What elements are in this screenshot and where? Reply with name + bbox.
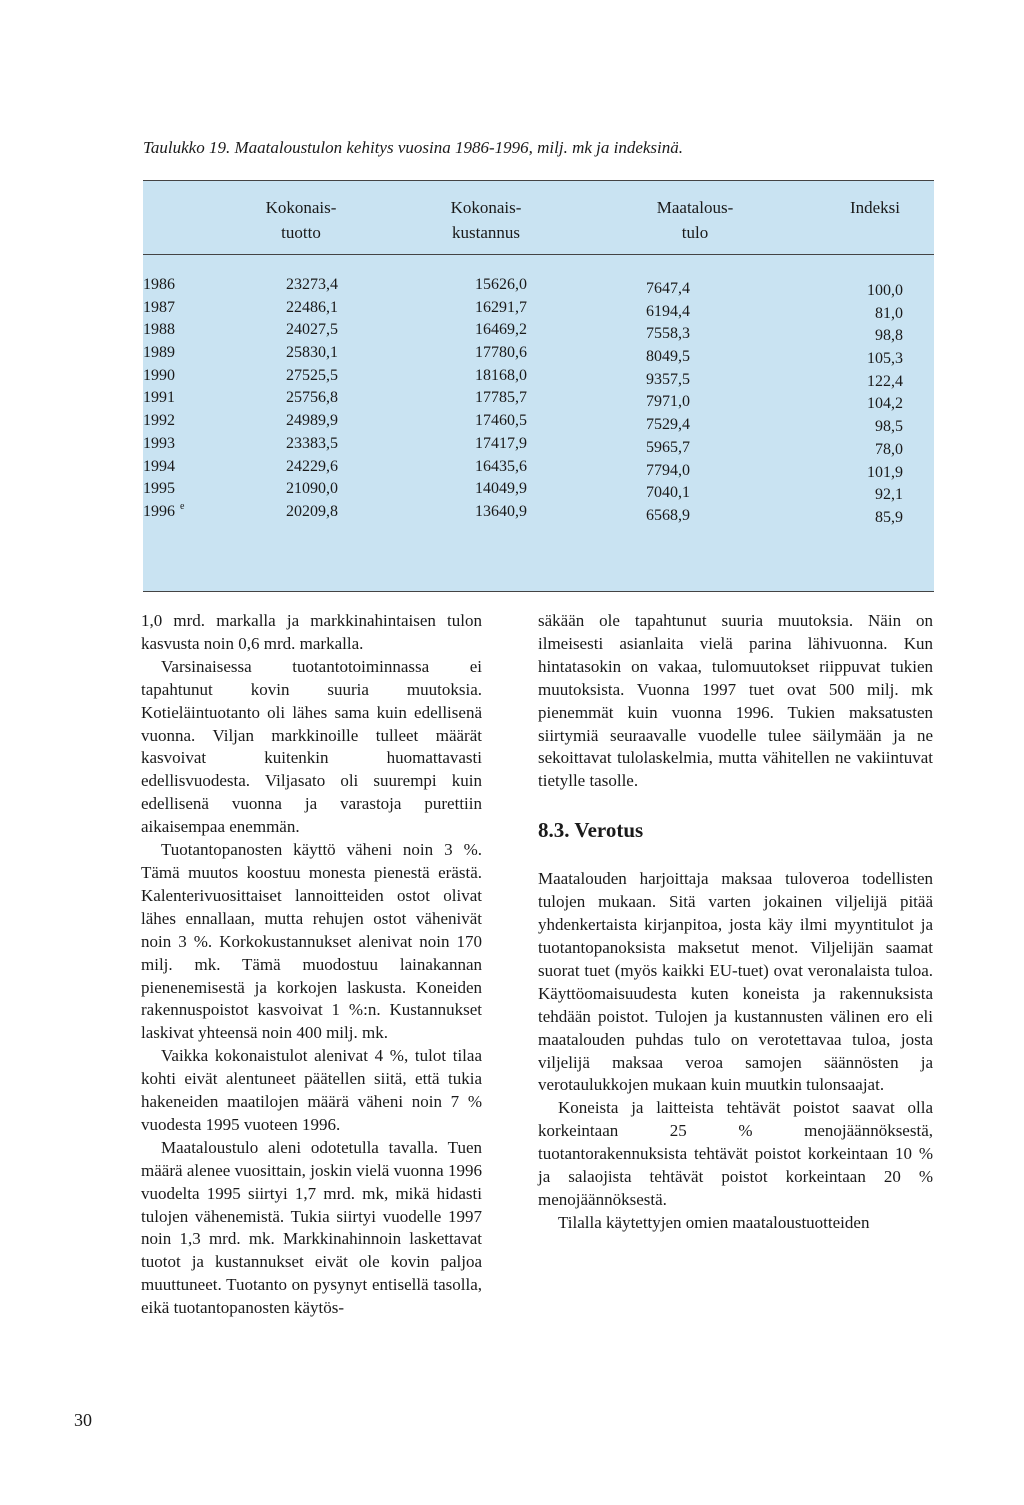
kokonaistuotto-cell: 24229,6 (286, 457, 338, 475)
table-row (143, 456, 934, 479)
maataloustulo-cell: 6194,4 (646, 302, 690, 320)
maataloustulo-cell: 7647,4 (646, 280, 690, 297)
kokonaistuotto-cell: 20209,8 (286, 502, 338, 520)
table-row (143, 297, 934, 320)
indeksi-cell: 101,9 (867, 463, 903, 481)
year-cell: 1989 (143, 344, 175, 362)
paragraph: säkään ole tapahtunut suuria muutoksia. Näin on ilmeisesti asianlaita vielä parina lähivuonna. Kun hintatasokin on vakaa, tulomuutokset riippuvat tukien muutoksista. Vuonna 1997 tuet ovat 500 milj. mk pienemmät kuin vuonna 1996. Tukien maksatusten siirtymiä seuraavalle vuodelle tulee säilymään ja ne sekoittavat tulolaskelmia, mutta vähitellen ne vakiintuvat tietylle tasolle. (538, 611, 933, 791)
maataloustulo-cell: 7971,0 (646, 393, 690, 411)
header-kokonaiskustannus (416, 195, 556, 245)
kokonaiskustannus-cell: 13640,9 (475, 502, 527, 520)
header-indeksi (805, 195, 945, 220)
paragraph: Maataloustulo aleni odotetulla tavalla. Tuen määrä alenee vuosittain, joskin vielä vuonna 1996 vuodelta 1995 siirtyi 1,7 mrd. mk, mikä hidasti tulojen vähenemistä. Tukia siirtyi vuodelle 1997 noin 1,3 mrd. mk. Markkinahinnoin laskettavat tuotot ja kustannukset eivät ole kovin paljoa muuttuneet. Tuotanto on pysynyt entisellä tasolla, eikä tuotantopanosten käytös- (141, 1137, 482, 1318)
kokonaistuotto-cell: 25830,1 (286, 344, 338, 362)
indeksi-cell: 92,1 (875, 486, 903, 504)
header-divider (143, 254, 934, 255)
header-line: Kokonais- (265, 198, 337, 217)
right-column (538, 610, 933, 1235)
kokonaiskustannus-cell: 18168,0 (475, 366, 527, 384)
indeksi-cell: 78,0 (875, 440, 903, 458)
kokonaiskustannus-cell: 16435,6 (475, 457, 527, 475)
paragraph: 1,0 mrd. markalla ja markkinahintaisen tulon kasvusta noin 0,6 mrd. markalla. (141, 611, 482, 653)
table-row (143, 342, 934, 368)
table-row (143, 274, 934, 297)
header-maataloustulo (625, 195, 765, 245)
table-row (143, 365, 934, 388)
kokonaistuotto-cell: 22486,1 (286, 298, 338, 316)
year-cell: 1993 (143, 434, 175, 452)
header-line: tulo (681, 223, 709, 242)
kokonaistuotto-cell: 27525,5 (286, 366, 338, 384)
indeksi-cell: 98,8 (875, 327, 903, 345)
header-kokonaistuotto (231, 195, 371, 245)
paragraph: Koneista ja laitteista tehtävät poistot saavat olla korkeintaan 25 % menojäännöksestä, tuotantorakennuksista tehtävät poistot korkeintaan 10 % ja salaojista tehtävät poistot korkeintaan 20 % menojäännöksestä. (538, 1098, 933, 1209)
kokonaistuotto-cell: 24027,5 (286, 321, 338, 339)
table-row (143, 478, 934, 504)
table-row (143, 387, 934, 413)
kokonaiskustannus-cell: 17785,7 (475, 389, 527, 407)
year-cell: 1995 (143, 480, 175, 498)
indeksi-cell: 104,2 (867, 395, 903, 413)
kokonaiskustannus-cell: 17460,5 (475, 412, 527, 430)
paragraph: Tilalla käytettyjen omien maataloustuotteiden (558, 1212, 870, 1232)
kokonaiskustannus-cell: 15626,0 (475, 276, 527, 293)
header-line: Indeksi (849, 198, 901, 217)
kokonaiskustannus-cell: 16291,7 (475, 298, 527, 316)
year-cell: 1986 (143, 276, 175, 293)
kokonaistuotto-cell: 23383,5 (286, 434, 338, 452)
kokonaiskustannus-cell: 17417,9 (475, 434, 527, 452)
kokonaistuotto-cell: 23273,4 (286, 276, 338, 293)
table-body (143, 274, 934, 524)
year-cell: 1996 (143, 502, 175, 520)
header-line: tuotto (281, 223, 321, 242)
table-caption: Taulukko 19. Maataloustulon kehitys vuosina 1986-1996, milj. mk ja indeksinä. (143, 138, 684, 157)
paragraph: Maatalouden harjoittaja maksaa tuloveroa todellisten tulojen mukaan. Sitä varten jokainen viljelijä pitää yhdenkertaista kirjanpitoa, josta käy ilmi myyntitulot ja tuotantopanoksista maksetut menot. Viljelijän saamat suorat tuet (myös kaikki EU-tuet) ovat veronalaista tuloa. Käyttöomaisuudesta kuten koneista ja rakennuksista tehdään poistot. Tulojen ja kustannusten välinen ero eli maatalouden puhdas tulo on verotettavaa tuloa, josta viljelijä maksaa veroa samojen säännösten ja verotaulukkojen mukaan kuin muutkin tulonsaajat. (538, 869, 933, 1095)
maataloustulo-cell: 6568,9 (646, 506, 690, 524)
indeksi-cell: 98,5 (875, 418, 903, 436)
kokonaistuotto-cell: 21090,0 (286, 480, 338, 498)
year-cell: 1988 (143, 321, 175, 339)
table-row (143, 433, 934, 456)
year-cell: 1990 (143, 366, 175, 384)
indeksi-cell: 81,0 (875, 304, 903, 322)
page-number: 30 (74, 1410, 92, 1430)
indeksi-cell: 105,3 (867, 350, 903, 368)
year-cell: 1994 (143, 457, 175, 475)
header-line: Maatalous- (656, 198, 734, 217)
maataloustulo-cell: 7794,0 (646, 461, 690, 479)
indeksi-cell: 100,0 (867, 282, 903, 299)
left-column (141, 610, 482, 1320)
maataloustulo-cell: 5965,7 (646, 438, 690, 456)
maataloustulo-cell: 9357,5 (646, 370, 690, 388)
paragraph: Vaikka kokonaistulot alenivat 4 %, tulot tilaa kohti eivät alentuneet päätellen siitä, että tukia hakeneiden maatilojen määrä väheni noin 7 % vuodesta 1995 vuoteen 1996. (141, 1046, 482, 1134)
income-table (143, 180, 934, 592)
maataloustulo-cell: 7040,1 (646, 484, 690, 502)
table-row: 1996 e 20209,8 13640,9 6568,9 85,9 (143, 501, 934, 524)
maataloustulo-cell: 7558,3 (646, 325, 690, 343)
kokonaiskustannus-cell: 14049,9 (475, 480, 527, 498)
indeksi-cell: 122,4 (867, 372, 903, 390)
kokonaistuotto-cell: 24989,9 (286, 412, 338, 430)
paragraph: Tuotantopanosten käyttö väheni noin 3 %. Tämä muutos koostuu monesta pienestä erästä. Kalenterivuosittaiset lannoitteiden ostot olivat lähes ennallaan, mutta rehujen ostot vähenivät noin 3 %. Korkokustannukset alenivat noin 170 milj. mk. Tämä muodostuu lainakannan pienenemisestä ja korkojen laskusta. Koneiden rakennuspoistot kasvoivat 1 %:n. Kustannukset laskivat yhteensä noin 400 milj. mk. (141, 840, 482, 1043)
kokonaistuotto-cell: 25756,8 (286, 389, 338, 407)
maataloustulo-cell: 8049,5 (646, 348, 690, 366)
section-heading: 8.3. Verotus (538, 818, 644, 843)
year-cell: 1992 (143, 412, 175, 430)
kokonaiskustannus-cell: 17780,6 (475, 344, 527, 362)
header-line: kustannus (452, 223, 520, 242)
table-row (143, 319, 934, 345)
kokonaiskustannus-cell: 16469,2 (475, 321, 527, 339)
indeksi-cell: 85,9 (875, 508, 903, 526)
header-line: Kokonais- (450, 198, 522, 217)
table-row (143, 410, 934, 436)
maataloustulo-cell: 7529,4 (646, 416, 690, 434)
year-cell: 1987 (143, 298, 175, 316)
paragraph: Varsinaisessa tuotantotoiminnassa ei tapahtunut kovin suuria muutoksia. Kotieläintuotanto oli lähes sama kuin edellisenä vuonna. Viljan markkinoille tulleet määrät kasvoivat kuitenkin huomattavasti edellisvuodesta. Viljasato oli suurempi kuin edellisenä vuonna ja varastoja purettiin aikaisempaa enemmän. (141, 656, 482, 837)
year-cell: 1991 (143, 389, 175, 407)
